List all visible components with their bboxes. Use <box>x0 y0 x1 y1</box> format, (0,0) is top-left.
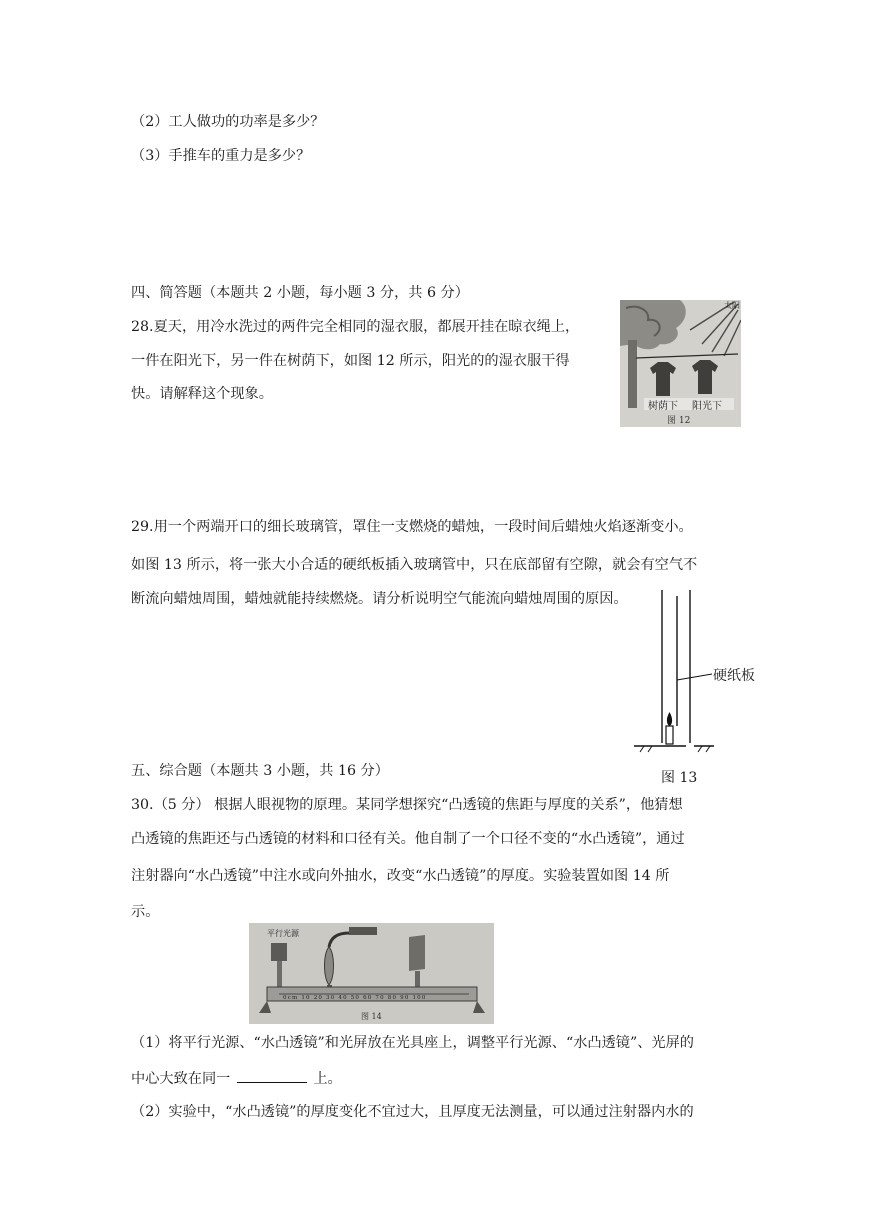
question-30-line1: 30.（5 分） 根据人眼视物的原理。某同学想探究“凸透镜的焦距与厚度的关系”，他猜想 <box>131 797 683 813</box>
question-30-line3: 注射器向“水凸透镜”中注水或向外抽水，改变“水凸透镜”的厚度。实验装置如图 14 所 <box>131 868 670 884</box>
section-5-heading: 五、综合题（本题共 3 小题，共 16 分） <box>131 763 389 779</box>
figure-12 <box>620 300 741 427</box>
question-27-part3: （3）手推车的重力是多少？ <box>131 148 311 164</box>
figure-12-label-sun: 阳光下 <box>692 401 722 412</box>
question-30-1-line1: （1）将平行光源、“水凸透镜”和光屏放在光具座上，调整平行光源、“水凸透镜”、光屏的 <box>131 1035 694 1051</box>
question-30-1-line2 <box>131 1068 342 1089</box>
figure-14 <box>249 923 494 1024</box>
question-29-line3: 断流向蜡烛周围，蜡烛就能持续燃烧。请分析说明空气能流向蜡烛周围的原因。 <box>131 591 628 607</box>
question-30-1-after: 上。 <box>313 1071 342 1087</box>
question-30-1-before: 中心大致在同一 <box>131 1071 231 1087</box>
question-29-line2: 如图 13 所示，将一张大小合适的硬纸板插入玻璃管中，只在底部留有空隙，就会有空气不 <box>131 557 698 573</box>
question-30-line2: 凸透镜的焦距还与凸透镜的材料和口径有关。他自制了一个口径不变的“水凸透镜”，通过 <box>131 831 685 847</box>
figure-12-label-shade: 树荫下 <box>648 401 678 412</box>
figure-14-caption: 图 14 <box>361 1012 382 1021</box>
figure-12-drawing <box>620 300 741 427</box>
question-30-line4: 示。 <box>131 904 160 920</box>
figure-13-label-cardboard: 硬纸板 <box>713 668 755 684</box>
question-30-2-line1: （2）实验中，“水凸透镜”的厚度变化不宜过大，且厚度无法测量，可以通过注射器内水的 <box>131 1104 694 1120</box>
answer-blank[interactable] <box>237 1068 307 1083</box>
question-28-line2: 一件在阳光下，另一件在树荫下，如图 12 所示，阳光的的湿衣服干得 <box>131 353 570 369</box>
question-28-line3: 快。请解释这个现象。 <box>131 386 273 402</box>
section-4-heading: 四、简答题（本题共 2 小题，每小题 3 分，共 6 分） <box>131 285 469 301</box>
figure-12-corner-label: 太阳 <box>724 301 740 310</box>
question-27-part2: （2）工人做功的功率是多少？ <box>131 114 325 130</box>
question-28-line1: 28.夏天，用冷水洗过的两件完全相同的湿衣服，都展开挂在晾衣绳上， <box>131 319 580 335</box>
question-29-line1: 29.用一个两端开口的细长玻璃管，罩住一支燃烧的蜡烛，一段时间后蜡烛火焰逐渐变小。 <box>131 519 693 535</box>
figure-13-caption: 图 13 <box>661 770 698 786</box>
figure-14-scale: 0cm 10 20 30 40 50 60 70 80 90 100 <box>283 995 427 1001</box>
figure-12-caption: 图 12 <box>667 416 691 426</box>
figure-14-label-source: 平行光源 <box>267 929 299 938</box>
